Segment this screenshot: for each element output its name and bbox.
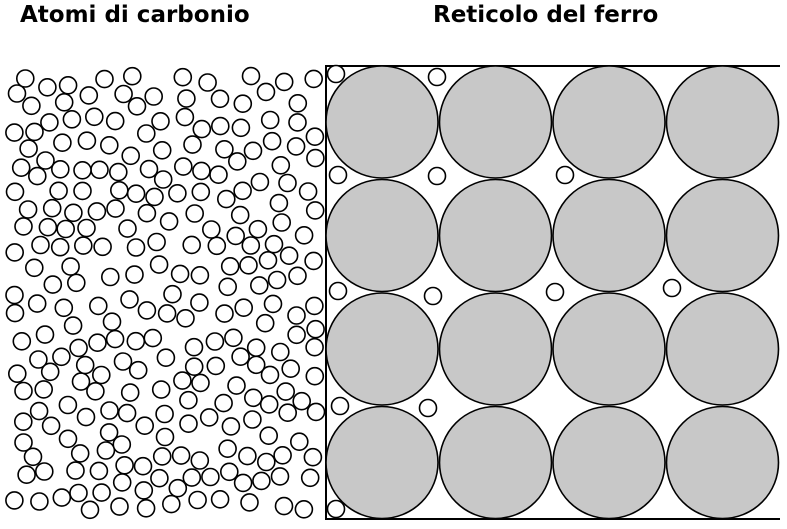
carbon-atom (70, 485, 87, 502)
carbon-atom (57, 221, 74, 238)
carbon-atom (155, 171, 172, 188)
iron-lattice-label: Reticolo del ferro (433, 2, 659, 28)
carbon-atom (305, 252, 322, 269)
carbon-atom (101, 402, 118, 419)
carbon-atom (50, 182, 67, 199)
carbon-atom (172, 265, 189, 282)
carbon-atom (235, 474, 252, 491)
carbon-atom (191, 267, 208, 284)
carbon-atom (241, 494, 258, 511)
carbon-atom (44, 200, 61, 217)
carbon-atom (300, 183, 317, 200)
carbon-atom (138, 500, 155, 517)
interstitial-carbon-atom (330, 283, 347, 300)
carbon-atom (281, 247, 298, 264)
carbon-atom (62, 258, 79, 275)
carbon-atom (104, 313, 121, 330)
carbon-atom (258, 83, 275, 100)
carbon-atom (15, 383, 32, 400)
carbon-atom (159, 305, 176, 322)
carbon-atom (186, 339, 203, 356)
carbon-atom (15, 218, 32, 235)
carbon-atoms-label: Atomi di carbonio (20, 2, 250, 28)
carbon-atom (265, 295, 282, 312)
carbon-atom (245, 389, 262, 406)
carbon-atom (228, 377, 245, 394)
carbon-atom (215, 395, 232, 412)
carbon-atom (192, 374, 209, 391)
carbon-atom (186, 205, 203, 222)
carbon-atom (26, 259, 43, 276)
carbon-atom (122, 384, 139, 401)
carbon-atom (175, 158, 192, 175)
interstitial-carbon-atom (332, 398, 349, 415)
carbon-atom (82, 501, 99, 518)
carbon-atom (107, 331, 124, 348)
carbon-atom (36, 463, 53, 480)
carbon-atom (29, 295, 46, 312)
carbon-atom (272, 157, 289, 174)
carbon-atom (122, 147, 139, 164)
carbon-atom (210, 166, 227, 183)
carbon-atom (39, 79, 56, 96)
carbon-atom (107, 200, 124, 217)
interstitial-carbon-atom (557, 167, 574, 184)
carbon-atom (18, 466, 35, 483)
carbon-atom (60, 430, 77, 447)
carbon-atom (191, 452, 208, 469)
iron-atom (553, 293, 665, 405)
carbon-atom (42, 363, 59, 380)
carbon-atom (121, 291, 138, 308)
carbon-atom (77, 357, 94, 374)
iron-atom (553, 66, 665, 178)
carbon-atom (86, 108, 103, 125)
carbon-atom (173, 447, 190, 464)
carbon-atom (289, 267, 306, 284)
interstitial-carbon-atom (420, 400, 437, 417)
carbon-atom (206, 333, 223, 350)
carbon-atom (304, 449, 321, 466)
carbon-atom (257, 315, 274, 332)
carbon-atom (180, 415, 197, 432)
carbon-atom (96, 71, 113, 88)
carbon-atom (89, 334, 106, 351)
carbon-atom (193, 162, 210, 179)
carbon-atom (94, 238, 111, 255)
carbon-atom (272, 468, 289, 485)
iron-atom (326, 66, 438, 178)
carbon-atom (288, 138, 305, 155)
carbon-atom (260, 427, 277, 444)
carbon-atom (306, 297, 323, 314)
carbon-atom (20, 140, 37, 157)
carbon-atom (260, 252, 277, 269)
carbon-atom (156, 406, 173, 423)
carbon-atom (193, 121, 210, 138)
carbon-atom (97, 442, 114, 459)
carbon-atom (146, 188, 163, 205)
carbon-atom (306, 339, 323, 356)
carbon-atom (212, 90, 229, 107)
carbon-atom (212, 491, 229, 508)
carbon-atom (15, 413, 32, 430)
carbon-atom (307, 150, 324, 167)
carbon-atom (232, 348, 249, 365)
carbon-atom (176, 109, 193, 126)
carbon-atom (43, 417, 60, 434)
carbon-atom (141, 161, 158, 178)
carbon-atom (164, 286, 181, 303)
carbon-atom (308, 403, 325, 420)
iron-atom (440, 180, 552, 292)
carbon-atom (78, 409, 95, 426)
carbon-atom (227, 227, 244, 244)
carbon-atom (295, 501, 312, 518)
carbon-atom (307, 202, 324, 219)
interstitial-carbon-atom (328, 501, 345, 518)
carbon-atom (219, 440, 236, 457)
carbon-atom (202, 469, 219, 486)
carbon-atom (249, 221, 266, 238)
carbon-atom (273, 214, 290, 231)
carbon-atom (183, 236, 200, 253)
carbon-atom (183, 469, 200, 486)
carbon-atom (157, 429, 174, 446)
carbon-atom (63, 111, 80, 128)
carbon-atom (26, 123, 43, 140)
carbon-atom (279, 404, 296, 421)
carbon-atom (235, 299, 252, 316)
carbon-atom (135, 458, 152, 475)
carbon-atom (39, 219, 56, 236)
carbon-atom (111, 498, 128, 515)
carbon-atom (251, 277, 268, 294)
carbon-atom (248, 356, 265, 373)
carbon-atom (276, 498, 293, 515)
carbon-atom (191, 294, 208, 311)
carbon-atom (31, 403, 48, 420)
carbon-atom (41, 114, 58, 131)
carbon-atom (70, 339, 87, 356)
iron-atom (440, 293, 552, 405)
carbon-atom (199, 74, 216, 91)
carbon-atom (151, 470, 168, 487)
carbon-atom (119, 220, 136, 237)
carbon-atom (276, 73, 293, 90)
carbon-atom (93, 484, 110, 501)
carbon-atom (154, 142, 171, 159)
carbon-atom (74, 182, 91, 199)
carbon-atom (243, 68, 260, 85)
carbon-atom (245, 142, 262, 159)
carbon-atom (6, 492, 23, 509)
carbon-atom (177, 310, 194, 327)
carbon-atom (56, 94, 73, 111)
carbon-atom (219, 278, 236, 295)
carbon-atom (90, 297, 107, 314)
carbon-atom (6, 244, 23, 261)
carbon-atom (251, 174, 268, 191)
carbon-atom (288, 326, 305, 343)
carbon-atom (35, 381, 52, 398)
carbon-atom (32, 237, 49, 254)
carbon-atom (9, 85, 26, 102)
carbon-atoms-cloud (6, 68, 325, 519)
carbon-atom (288, 307, 305, 324)
carbon-atom (75, 237, 92, 254)
carbon-atom (184, 136, 201, 153)
carbon-atom (110, 164, 127, 181)
carbon-atom (144, 330, 161, 347)
interstitial-carbon-atom (664, 280, 681, 297)
carbon-atom (154, 448, 171, 465)
carbon-atom (78, 132, 95, 149)
interstitial-carbon-atom (425, 288, 442, 305)
carbon-atom (138, 302, 155, 319)
carbon-atom (306, 368, 323, 385)
carbon-atom (111, 182, 128, 199)
carbon-atom (234, 182, 251, 199)
carbon-atom (291, 433, 308, 450)
carbon-atom (136, 417, 153, 434)
carbon-atom (13, 159, 30, 176)
carbon-atom (279, 175, 296, 192)
carbon-atom (114, 474, 131, 491)
iron-atom (553, 180, 665, 292)
carbon-atom (174, 69, 191, 86)
carbon-atom (269, 272, 286, 289)
carbon-atom (216, 305, 233, 322)
carbon-atom (174, 372, 191, 389)
carbon-atom (207, 357, 224, 374)
carbon-atom (253, 472, 270, 489)
carbon-atom (307, 321, 324, 338)
carbon-atom (7, 305, 24, 322)
carbon-atom (289, 95, 306, 112)
carbon-atom (145, 88, 162, 105)
carbon-atom (93, 367, 110, 384)
carbon-atom (212, 118, 229, 135)
iron-atom (326, 407, 438, 519)
carbon-atom (124, 68, 141, 85)
iron-atom (326, 180, 438, 292)
carbon-atom (163, 496, 180, 513)
carbon-atom (37, 152, 54, 169)
carbon-atom (44, 276, 61, 293)
carbon-atom (232, 207, 249, 224)
carbon-atom (7, 183, 24, 200)
carbon-atom (240, 257, 257, 274)
carbon-atom (189, 492, 206, 509)
carbon-atom (203, 221, 220, 238)
carbon-atom (282, 360, 299, 377)
carbon-atom (52, 239, 69, 256)
carbon-atom (67, 462, 84, 479)
carbon-atom (138, 205, 155, 222)
carbon-atom (242, 237, 259, 254)
iron-atom (667, 180, 779, 292)
carbon-atom (65, 204, 82, 221)
carbon-atom (60, 77, 77, 94)
carbon-atom (73, 373, 90, 390)
carbon-atom (261, 396, 278, 413)
carbon-atom (113, 436, 130, 453)
carbon-atom (116, 457, 133, 474)
carbon-atom (55, 299, 72, 316)
iron-atom (440, 66, 552, 178)
carbon-atom (101, 137, 118, 154)
carbon-atom (225, 329, 242, 346)
carbon-atom (91, 161, 108, 178)
carbon-atom (128, 185, 145, 202)
interstitial-carbon-atom (429, 69, 446, 86)
carbon-atom (126, 266, 143, 283)
carbon-atom (157, 349, 174, 366)
carbon-atom (115, 353, 132, 370)
carbon-atom (80, 87, 97, 104)
carbon-atom (74, 162, 91, 179)
carbon-atom (152, 113, 169, 130)
carbon-atom (78, 220, 95, 237)
carbon-atom (192, 183, 209, 200)
carbon-atom (293, 393, 310, 410)
carbon-atom (31, 493, 48, 510)
interstitial-carbon-atom (547, 284, 564, 301)
carbon-atom (128, 239, 145, 256)
carbon-atom (306, 128, 323, 145)
carbon-atom (277, 383, 294, 400)
carbon-atom (161, 213, 178, 230)
carbon-atom (296, 227, 313, 244)
carbon-atom (130, 362, 147, 379)
carbon-atom (178, 90, 195, 107)
carbon-atom (274, 447, 291, 464)
iron-atom (326, 293, 438, 405)
carbon-atom (229, 153, 246, 170)
carbon-atom (54, 134, 71, 151)
interstitial-carbon-atom (330, 167, 347, 184)
carbon-atom (234, 95, 251, 112)
carbon-atom (201, 409, 218, 426)
carbon-atom (248, 339, 265, 356)
carbon-atom (53, 348, 70, 365)
interstitial-carbon-atom (429, 168, 446, 185)
carbon-atom (29, 168, 46, 185)
carbon-atom (119, 405, 136, 422)
carbon-atom (239, 448, 256, 465)
iron-atom (553, 407, 665, 519)
carbon-atom (262, 112, 279, 129)
carbon-atom (6, 124, 23, 141)
carbon-atom (135, 482, 152, 499)
iron-atom (667, 66, 779, 178)
carbon-atom (65, 317, 82, 334)
carbon-atom (258, 454, 275, 471)
carbon-atom (68, 274, 85, 291)
carbon-atom (264, 133, 281, 150)
carbon-atom (180, 392, 197, 409)
carbon-atom (232, 119, 249, 136)
iron-atom (667, 293, 779, 405)
carbon-atom (221, 463, 238, 480)
carbon-atom (59, 397, 76, 414)
carbon-atom (129, 98, 146, 115)
carbon-atom (244, 411, 261, 428)
carbon-atom (72, 445, 89, 462)
carbon-atom (272, 344, 289, 361)
carbon-atom (13, 333, 30, 350)
carbon-atom (186, 358, 203, 375)
carbon-atom (270, 195, 287, 212)
carbon-atom (208, 237, 225, 254)
carbon-atom (6, 287, 23, 304)
carbon-atom (20, 201, 37, 218)
carbon-atom (9, 365, 26, 382)
carbon-atom (151, 256, 168, 273)
carbon-atom (169, 185, 186, 202)
iron-atom (667, 407, 779, 519)
carbon-atom (302, 469, 319, 486)
carbon-atom (305, 70, 322, 87)
interstitial-carbon-atom (328, 66, 345, 83)
carbon-atom (266, 236, 283, 253)
carbon-atom (88, 203, 105, 220)
carbon-atom (23, 97, 40, 114)
iron-atom (440, 407, 552, 519)
carbon-atom (222, 258, 239, 275)
carbon-atom (138, 125, 155, 142)
carbon-atom (90, 462, 107, 479)
carbon-atom (17, 70, 34, 87)
carbon-atom (15, 434, 32, 451)
carbon-atom (127, 333, 144, 350)
carbon-atom (37, 326, 54, 343)
carbon-atom (148, 234, 165, 251)
carbon-atom (115, 86, 132, 103)
carbon-atom (102, 269, 119, 286)
carbon-atom (153, 381, 170, 398)
carbon-atom (222, 418, 239, 435)
carbon-atom (53, 489, 70, 506)
carbon-atom (107, 113, 124, 130)
carbon-atom (218, 191, 235, 208)
carbon-atom (289, 114, 306, 131)
